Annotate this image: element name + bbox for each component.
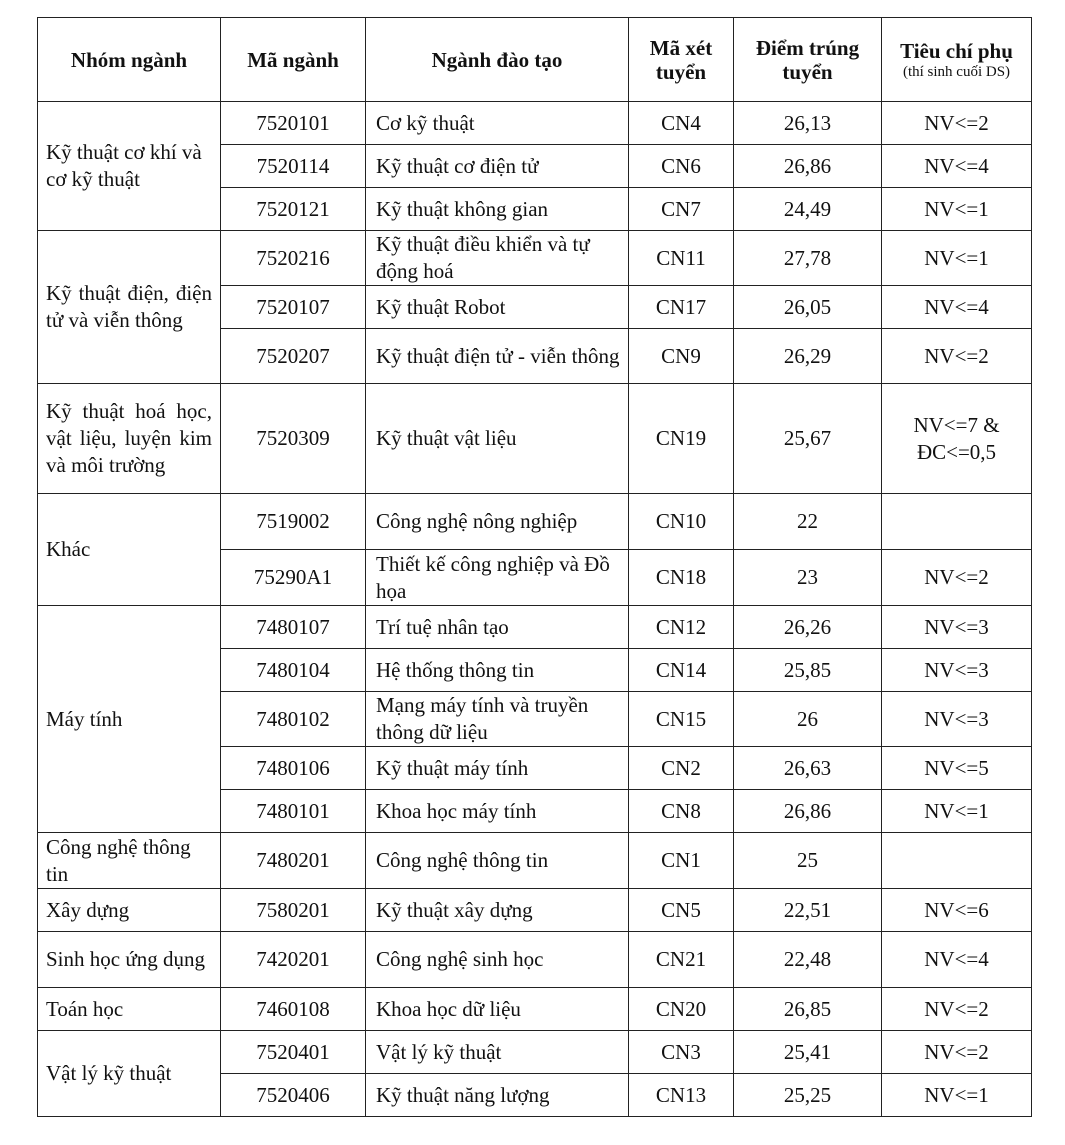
criteria-cell: NV<=7 & ĐC<=0,5 [882,384,1032,494]
major-code-cell: 7480101 [221,790,366,833]
major-name-cell: Kỹ thuật xây dựng [366,889,629,932]
admission-code-cell: CN17 [629,286,734,329]
admission-code-cell: CN12 [629,606,734,649]
criteria-cell: NV<=5 [882,747,1032,790]
criteria-cell: NV<=1 [882,1074,1032,1117]
score-cell: 26,26 [734,606,882,649]
table-row [38,494,1032,550]
header-criteria [882,18,1032,102]
score-cell: 23 [734,550,882,606]
major-name-cell: Khoa học dữ liệu [366,988,629,1031]
score-cell: 26,29 [734,329,882,384]
score-cell: 26,86 [734,790,882,833]
major-name-cell: Cơ kỹ thuật [366,102,629,145]
criteria-cell: NV<=3 [882,649,1032,692]
major-code-cell: 7520401 [221,1031,366,1074]
major-code-cell: 7480107 [221,606,366,649]
major-code-cell: 7519002 [221,494,366,550]
score-cell: 26,63 [734,747,882,790]
group-name-cell: Toán học [38,988,221,1031]
major-code-cell: 75290A1 [221,550,366,606]
major-code-cell: 7580201 [221,889,366,932]
header-row [38,18,1032,102]
table-row [38,102,1032,145]
score-cell: 26,86 [734,145,882,188]
admission-code-cell: CN2 [629,747,734,790]
admission-code-cell: CN11 [629,231,734,286]
major-name-cell: Kỹ thuật điều khiển và tự động hoá [366,231,629,286]
major-code-cell: 7520309 [221,384,366,494]
header-criteria-sub: (thí sinh cuối DS) [902,63,1011,80]
admission-code-cell: CN18 [629,550,734,606]
major-code-cell: 7520406 [221,1074,366,1117]
admission-code-cell: CN9 [629,329,734,384]
criteria-cell: NV<=1 [882,188,1032,231]
score-cell: 22,48 [734,932,882,988]
group-name-cell: Công nghệ thông tin [38,833,221,889]
group-name-cell: Xây dựng [38,889,221,932]
group-name-cell: Vật lý kỹ thuật [38,1031,221,1117]
score-cell: 25,41 [734,1031,882,1074]
criteria-cell: NV<=2 [882,1031,1032,1074]
group-name-cell: Kỹ thuật hoá học, vật liệu, luyện kim và môi trường [38,384,221,494]
criteria-cell: NV<=3 [882,692,1032,747]
score-cell: 27,78 [734,231,882,286]
major-name-cell: Kỹ thuật máy tính [366,747,629,790]
admission-code-cell: CN6 [629,145,734,188]
group-name-cell: Kỹ thuật điện, điện tử và viễn thông [38,231,221,384]
major-code-cell: 7420201 [221,932,366,988]
table-row [38,1031,1032,1074]
major-code-cell: 7520101 [221,102,366,145]
admission-code-cell: CN13 [629,1074,734,1117]
major-code-cell: 7520216 [221,231,366,286]
score-cell: 25 [734,833,882,889]
group-name-cell: Kỹ thuật cơ khí và cơ kỹ thuật [38,102,221,231]
header-major: Ngành đào tạo [366,18,629,102]
admission-scores-document [37,17,1031,1117]
major-code-cell: 7520114 [221,145,366,188]
admission-code-cell: CN8 [629,790,734,833]
major-name-cell: Vật lý kỹ thuật [366,1031,629,1074]
major-code-cell: 7520207 [221,329,366,384]
admission-code-cell: CN21 [629,932,734,988]
major-code-cell: 7520107 [221,286,366,329]
major-code-cell: 7480104 [221,649,366,692]
score-cell: 26,85 [734,988,882,1031]
major-name-cell: Kỹ thuật cơ điện tử [366,145,629,188]
header-criteria-label: Tiêu chí phụ [900,38,1013,63]
criteria-cell: NV<=4 [882,286,1032,329]
criteria-cell: NV<=2 [882,102,1032,145]
score-cell: 25,25 [734,1074,882,1117]
criteria-cell: NV<=1 [882,231,1032,286]
major-name-cell: Kỹ thuật vật liệu [366,384,629,494]
admission-code-cell: CN10 [629,494,734,550]
table-row [38,833,1032,889]
major-code-cell: 7480102 [221,692,366,747]
criteria-cell: NV<=1 [882,790,1032,833]
table-row [38,988,1032,1031]
major-name-cell: Công nghệ sinh học [366,932,629,988]
major-name-cell: Thiết kế công nghiệp và Đồ họa [366,550,629,606]
header-admission-code: Mã xét tuyển [629,18,734,102]
criteria-cell: NV<=4 [882,932,1032,988]
major-name-cell: Khoa học máy tính [366,790,629,833]
major-name-cell: Hệ thống thông tin [366,649,629,692]
score-cell: 24,49 [734,188,882,231]
major-name-cell: Công nghệ nông nghiệp [366,494,629,550]
group-name-cell: Khác [38,494,221,606]
major-name-cell: Kỹ thuật không gian [366,188,629,231]
criteria-cell: NV<=2 [882,988,1032,1031]
admission-code-cell: CN15 [629,692,734,747]
admission-code-cell: CN3 [629,1031,734,1074]
criteria-cell: NV<=2 [882,329,1032,384]
major-code-cell: 7520121 [221,188,366,231]
criteria-cell [882,494,1032,550]
table-row [38,384,1032,494]
admission-scores-table [37,17,1032,1117]
admission-code-cell: CN19 [629,384,734,494]
table-row [38,231,1032,286]
table-row [38,889,1032,932]
major-name-cell: Kỹ thuật Robot [366,286,629,329]
major-name-cell: Mạng máy tính và truyền thông dữ liệu [366,692,629,747]
major-name-cell: Công nghệ thông tin [366,833,629,889]
criteria-cell: NV<=6 [882,889,1032,932]
major-name-cell: Kỹ thuật điện tử - viễn thông [366,329,629,384]
admission-code-cell: CN20 [629,988,734,1031]
major-code-cell: 7480106 [221,747,366,790]
score-cell: 26,05 [734,286,882,329]
group-name-cell: Sinh học ứng dụng [38,932,221,988]
score-cell: 25,85 [734,649,882,692]
score-cell: 22 [734,494,882,550]
score-cell: 26 [734,692,882,747]
major-name-cell: Trí tuệ nhân tạo [366,606,629,649]
criteria-cell: NV<=4 [882,145,1032,188]
header-score: Điểm trúng tuyển [734,18,882,102]
score-cell: 26,13 [734,102,882,145]
major-name-cell: Kỹ thuật năng lượng [366,1074,629,1117]
criteria-cell [882,833,1032,889]
table-row [38,932,1032,988]
admission-code-cell: CN7 [629,188,734,231]
admission-code-cell: CN14 [629,649,734,692]
table-row [38,606,1032,649]
criteria-cell: NV<=2 [882,550,1032,606]
admission-code-cell: CN5 [629,889,734,932]
major-code-cell: 7480201 [221,833,366,889]
header-group: Nhóm ngành [38,18,221,102]
score-cell: 22,51 [734,889,882,932]
criteria-cell: NV<=3 [882,606,1032,649]
score-cell: 25,67 [734,384,882,494]
admission-code-cell: CN4 [629,102,734,145]
admission-code-cell: CN1 [629,833,734,889]
header-code: Mã ngành [221,18,366,102]
group-name-cell: Máy tính [38,606,221,833]
major-code-cell: 7460108 [221,988,366,1031]
